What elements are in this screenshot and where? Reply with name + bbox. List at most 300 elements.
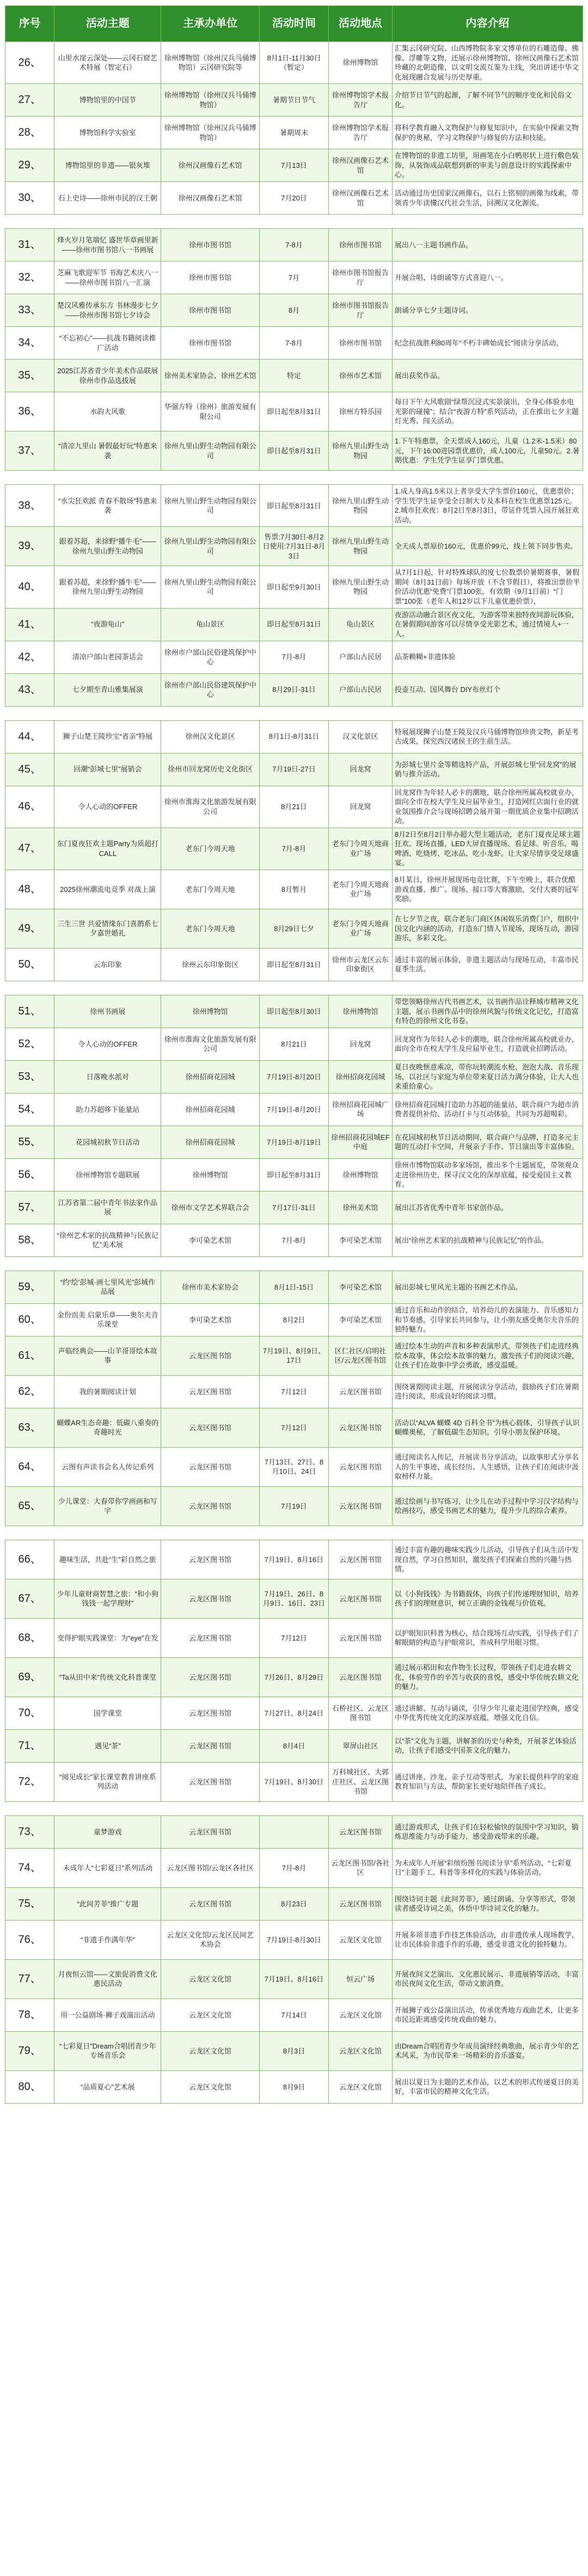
activity-place: 云龙区图书馆: [329, 1815, 393, 1848]
activity-time: [259, 1815, 328, 1848]
organizer: 徐州市回龙窝历史文化街区: [161, 753, 259, 786]
activity-description: 在七夕节之夜，联合老东门商区休闲娱乐消费门户，组织中国文化内涵的活动，打造东门情人节现场，现场互动，游园游乐，多彩文化。: [392, 909, 583, 948]
activity-time: 8月4日: [259, 1729, 328, 1762]
organizer: 徐州汉画像石艺术馆: [161, 149, 259, 182]
activity-time: 7月13日: [259, 149, 328, 182]
activity-time: 暑期周末: [259, 117, 328, 149]
group-separator: [5, 1256, 583, 1271]
organizer: 云龙区图书馆/云龙区各社区: [161, 1848, 259, 1887]
activity-time: 7月12日: [259, 1408, 328, 1447]
organizer: 徐州博物馆: [161, 1158, 259, 1191]
activity-theme: 日落晚水派对: [54, 1060, 161, 1093]
activity-theme: 水韵大风歌: [54, 392, 161, 432]
table-row: [5, 1336, 583, 1375]
activity-description: 品茶赖糊+非遗体验: [392, 641, 583, 673]
activity-theme: 山里水崖云深处——云冈石窟艺术特展（智定石）: [54, 42, 161, 84]
activity-time: 7月14日: [259, 1998, 328, 2031]
activity-time: 8月23日: [259, 1887, 328, 1920]
activity-description: 通过讲座、沙龙、亲子互动等形式，为家长提供科学的家庭教育知识与方法，帮助家长更好地陪伴孩子成长。: [392, 1762, 583, 1801]
activity-description: 通过阅读名人传记，开展读书分享活动，以故事形式分享名人的生平事迹、成长经历、人生感悟，让孩子们在阅读中汲取榜样力量。: [392, 1447, 583, 1486]
activity-place: 云龙区文化馆: [329, 2031, 393, 2070]
activity-place: 徐州招商花园城: [329, 1060, 393, 1093]
activity-theme: 东门夏夜狂欢主题Party为质超打CALL: [54, 828, 161, 870]
table-row: [5, 1579, 583, 1618]
activity-place: 云龙区图书馆: [329, 1618, 393, 1657]
activity-place: 云龙区图书馆: [329, 1579, 393, 1618]
activity-theme: 博物馆科学实验室: [54, 117, 161, 149]
activity-place: 徐州市图书馆报告厅: [329, 294, 393, 327]
table-row: [5, 42, 583, 84]
row-number: 47、: [5, 828, 54, 870]
row-number: 63、: [5, 1408, 54, 1447]
activity-place: 徐州博物馆: [329, 1158, 393, 1191]
activity-place: 云龙区图书馆: [329, 1887, 393, 1920]
activity-place: 云龙区图书馆: [329, 1447, 393, 1486]
activity-time: 7月19日、8月16日: [259, 1959, 328, 1998]
row-number: 33、: [5, 294, 54, 327]
table-row: [5, 432, 583, 471]
organizer: 云龙区图书馆: [161, 1887, 259, 1920]
activity-time: 即日起至8月31日: [259, 392, 328, 432]
activity-description: 活动通过历史国家汉画像石，以石上铭刻的画像为线索，带领青少年读懂汉代社会生活，回溯汉文化源流。: [392, 182, 583, 215]
organizer: 徐州市户部山民俗建筑保护中心: [161, 641, 259, 673]
activity-description: 带您领略徐州古代书画艺术，以书画作品诠释城市精神文化主题，展示书画作品中的徐州风貌与传统文化记忆，打造富有特色的徐州文化书卷。: [392, 995, 583, 1028]
activity-theme: 跟着苏超，来徐野“播牛毛”——徐州九里山野生动物园: [54, 527, 161, 566]
activity-place: 云龙区图书馆: [329, 1657, 393, 1697]
activity-description: 围绕暑期阅读主题，开展阅读分享活动，鼓励孩子们在暑期进行阅读，形成良好的阅读习惯。: [392, 1375, 583, 1408]
table-row: [5, 673, 583, 706]
activity-place: 李可染艺术馆: [329, 1271, 393, 1303]
organizer: 徐州市图书馆: [161, 294, 259, 327]
organizer: 徐州汉文化景区: [161, 720, 259, 753]
activity-description: 徐州市博物馆联动多家场馆，推出多个主题展览，带领观众走进徐州历史，探寻汉文化的深厚底蕴，接受爱国主义教育。: [392, 1158, 583, 1191]
activity-time: 7月19日-8月19日: [259, 1126, 328, 1158]
activity-place: 云龙区图书馆/各社区: [329, 1848, 393, 1887]
table-row: [5, 1618, 583, 1657]
activity-theme: 石上史诗——徐州市民的汉王朝: [54, 182, 161, 215]
activity-description: 展出获奖作品。: [392, 360, 583, 392]
activity-time: 7月-8月: [259, 1848, 328, 1887]
row-number: 56、: [5, 1158, 54, 1191]
activity-description: 每日下午大风歌剧“绿帮沉浸式实景演出，全身心体验水电光影的碰撞”；结合“夜游方特”系列活动，正在推出七夕主题灯光秀、闯关活动。: [392, 392, 583, 432]
activity-time: 8月3日: [259, 2031, 328, 2070]
activity-time: 7-8月: [259, 327, 328, 360]
activity-description: 以护眼知识科普为核心，结合现场互动实践，引导孩子们了解眼睛的构造与护眼常识，养成科学用眼习惯。: [392, 1618, 583, 1657]
row-number: 38、: [5, 485, 54, 527]
row-number: 26、: [5, 42, 54, 84]
activity-time: 即日起至8月31日: [259, 608, 328, 641]
organizer: 徐州市淮海文化旅游发展有限公司: [161, 786, 259, 828]
activity-description: 开展狮子戏公益演出活动，传承优秀地方戏曲艺术，让更多市民近距离感受传统戏曲的魅力。: [392, 1998, 583, 2031]
row-number: 72、: [5, 1762, 54, 1801]
table-row: [5, 1191, 583, 1224]
group-separator: [5, 215, 583, 229]
group-separator: [5, 706, 583, 720]
activity-time: 即日起至9月30日: [259, 566, 328, 608]
activity-description: 开展多项非遗手作技艺体验活动，由非遗传承人现场教学，让市民体验非遗手作的乐趣，感受非遗文化的独特魅力。: [392, 1920, 583, 1959]
table-row: [5, 294, 583, 327]
activity-description: 投壶互动、国风舞台 DIY布丝灯个: [392, 673, 583, 706]
activity-time: 8月1日-8月31日: [259, 720, 328, 753]
activity-description: 活动以“ALVA 蝴蝶 4D 百科全书”为核心载体，引导孩子认识蝴蝶奥秘，了解低碳生态知识。引导小朋友保护环境。: [392, 1408, 583, 1447]
table-row: [5, 948, 583, 981]
organizer: 云龙区文化馆: [161, 2070, 259, 2103]
activity-place: 云龙区文化馆: [329, 1920, 393, 1959]
activity-time: 7月19日: [259, 1486, 328, 1526]
activity-description: 通过丰富的展示体验，非遗主题活动与现场互动，丰富市民夏季生活。: [392, 948, 583, 981]
activity-time: 7月26日、8月29日: [259, 1657, 328, 1697]
table-row: [5, 753, 583, 786]
activity-theme: 跟着苏超，来徐野“播牛毛”——徐州九里山野生动物园: [54, 566, 161, 608]
activity-place: 回龙窝: [329, 753, 393, 786]
activity-place: 云龙区文化馆: [329, 1998, 393, 2031]
organizer: 徐州市图书馆: [161, 229, 259, 262]
activity-time: 即日起至8月31日: [259, 1158, 328, 1191]
activity-place: 徐州九里山野生动物园: [329, 566, 393, 608]
table-row: [5, 1848, 583, 1887]
row-number: 39、: [5, 527, 54, 566]
activity-place: 徐州方特乐园: [329, 392, 393, 432]
activity-description: 介绍节日节气的起源，了解不同节气的顺序变化和民俗文化。: [392, 84, 583, 117]
activity-place: 龟山景区: [329, 608, 393, 641]
organizer: 云龙区图书馆: [161, 1540, 259, 1579]
organizer: 云龙区图书馆: [161, 1336, 259, 1375]
activity-description: 以《小狗钱钱》为书籍载体，向孩子们传递理财知识，培养孩子们的理财意识，树立正确的金钱观与价值观。: [392, 1579, 583, 1618]
table-row: [5, 527, 583, 566]
activity-time: 7月12日: [259, 1375, 328, 1408]
activity-place: 徐州招商花园城EF中庭: [329, 1126, 393, 1158]
activity-description: 8月2日至8月2日举办超大型主题活动，老东门夏夜足球主题狂欢、现场直播，LED大屏直播现场、看足球、听音乐、喝啤酒、吃烧烤、吃冰品、吃小龙虾。让大家尽情享受足球盛宴。: [392, 828, 583, 870]
organizer: 徐州博物馆（徐州汉兵马俑博物馆）: [161, 117, 259, 149]
table-row: [5, 1998, 583, 2031]
organizer: 徐州美术家协会、徐州艺术馆: [161, 360, 259, 392]
table-row: [5, 1657, 583, 1697]
activity-time: 7月19日-27日: [259, 753, 328, 786]
activity-time: 7月-8月: [259, 828, 328, 870]
activity-time: 7月-8月: [259, 1224, 328, 1256]
activity-theme: 徐州书画展: [54, 995, 161, 1028]
table-row: [5, 786, 583, 828]
activity-time: 7月19日-8月20日: [259, 1060, 328, 1093]
organizer: 云龙区图书馆: [161, 1447, 259, 1486]
row-number: 80、: [5, 2070, 54, 2103]
activity-place: 徐州博物馆学术报告厅: [329, 84, 393, 117]
row-number: 36、: [5, 392, 54, 432]
organizer: 云龙区图书馆: [161, 1697, 259, 1729]
activity-place: 云龙区图书馆: [329, 1486, 393, 1526]
activity-theme: 芝麻飞歌迎军节 书海艺术庆八一——徐州市图书馆八一汇演: [54, 262, 161, 294]
activity-place: 石桥社区、云龙区图书馆: [329, 1697, 393, 1729]
activity-theme: 童梦游戏: [54, 1815, 161, 1848]
row-number: 35、: [5, 360, 54, 392]
activity-theme: “约‘绘’彭城·画七里风光”彭城作品展: [54, 1271, 161, 1303]
table-row: [5, 909, 583, 948]
activity-theme: 月夜恒云馆——文旅促消费文化惠民活动: [54, 1959, 161, 1998]
table-row: [5, 360, 583, 392]
table-row: [5, 720, 583, 753]
table-row: [5, 1060, 583, 1093]
organizer: 云龙区图书馆: [161, 1815, 259, 1848]
activity-place: 云龙区文化馆: [329, 2070, 393, 2103]
activity-description: 将科学教育融入文物保护与修复知识中，在实验中探索文物保护的奥秘，学习文物保护与修复的方法和技能。: [392, 117, 583, 149]
organizer: 徐州博物馆（徐州汉兵马俑博物馆）: [161, 84, 259, 117]
activity-time: 售票:7月30日-8月2日使用:7月31日-8月3日: [259, 527, 328, 566]
row-number: 48、: [5, 870, 54, 909]
row-number: 66、: [5, 1540, 54, 1579]
activity-theme: 徐州博物馆专题联展: [54, 1158, 161, 1191]
activity-place: 徐州汉画像石艺术馆: [329, 149, 393, 182]
activity-theme: “阅见成长”家长课堂教育讲座系列活动: [54, 1762, 161, 1801]
organizer: 云龙区图书馆: [161, 1408, 259, 1447]
activity-description: 通过丰富有趣的趣味实践少儿活动，引导孩子们从生活中发现自然，学习自然知识，激发孩子们探索自然的兴趣与热情。: [392, 1540, 583, 1579]
activity-theme: “七彩夏日”Dream合唱团青少年专场音乐会: [54, 2031, 161, 2070]
activity-place: 李可染艺术馆: [329, 1303, 393, 1336]
activity-theme: 博物馆里的非遗——银灰堆: [54, 149, 161, 182]
organizer: 徐州市图书馆: [161, 327, 259, 360]
organizer: 云龙区图书馆: [161, 1579, 259, 1618]
activity-time: 7月19日、8月30日: [259, 1762, 328, 1801]
organizer: 云龙区文化馆: [161, 2031, 259, 2070]
activity-description: 1.下午特惠票，全天票成人160元，儿童（1.2米-1.5米）80元，下午16:00进园票优惠价，成人100元，儿童50元。2.暑期优惠：学生凭学生证享门票优惠。: [392, 432, 583, 471]
row-number: 79、: [5, 2031, 54, 2070]
activity-time: 8月21日: [259, 1028, 328, 1060]
table-row: [5, 641, 583, 673]
row-number: 30、: [5, 182, 54, 215]
activity-theme: 回潮“彭城七里”展销会: [54, 753, 161, 786]
organizer: 徐州市图书馆: [161, 262, 259, 294]
activity-place: 户部山古民居: [329, 673, 393, 706]
row-number: 67、: [5, 1579, 54, 1618]
table-row: [5, 566, 583, 608]
activity-table-page: [5, 0, 583, 2104]
organizer: 徐州云东印象街区: [161, 948, 259, 981]
table-row: [5, 995, 583, 1028]
activity-time: 7月: [259, 262, 328, 294]
table-row: [5, 1303, 583, 1336]
organizer: 徐州九里山野生动物园有限公司: [161, 485, 259, 527]
header-description: 内容介绍: [392, 6, 583, 42]
activity-place: 云龙区图书馆: [329, 1540, 393, 1579]
table-row: [5, 1028, 583, 1060]
activity-time: 8月1日-15日: [259, 1271, 328, 1303]
activity-time: 8月1日-11月30日（暂定）: [259, 42, 328, 84]
table-row: [5, 2070, 583, 2103]
row-number: 55、: [5, 1126, 54, 1158]
activity-place: 徐州九里山野生动物园: [329, 527, 393, 566]
organizer: 徐州市文学艺术界联合会: [161, 1191, 259, 1224]
activity-place: 徐州招商花园城广场: [329, 1093, 393, 1126]
activity-place: 徐州市艺术馆: [329, 360, 393, 392]
table-row: [5, 1447, 583, 1486]
organizer: 云龙区图书馆: [161, 1375, 259, 1408]
row-number: 50、: [5, 948, 54, 981]
row-number: 41、: [5, 608, 54, 641]
organizer: 徐州市户部山民俗建筑保护中心: [161, 673, 259, 706]
row-number: 31、: [5, 229, 54, 262]
row-number: 64、: [5, 1447, 54, 1486]
activity-time: 即日起至8月30日: [259, 995, 328, 1028]
activity-time: 7月19日、8月16日: [259, 1540, 328, 1579]
activity-place: 徐州市图书馆报告厅: [329, 262, 393, 294]
row-number: 62、: [5, 1375, 54, 1408]
organizer: 徐州博物馆: [161, 995, 259, 1028]
header-time: 活动时间: [259, 6, 328, 42]
table-row: [5, 392, 583, 432]
organizer: 徐州九里山野生动物园有限公司: [161, 566, 259, 608]
activity-place: 徐州九里山野生动物园: [329, 485, 393, 527]
activity-time: 7月19日-8月20日: [259, 1093, 328, 1126]
organizer: 徐州市美术家协会: [161, 1271, 259, 1303]
activity-place: 区仁社区/启明社区/云龙区图书馆: [329, 1336, 393, 1375]
organizer: 龟山景区: [161, 608, 259, 641]
row-number: 34、: [5, 327, 54, 360]
activity-time: 8月21日: [259, 786, 328, 828]
activity-time: 7月19日-8月30日: [259, 1920, 328, 1959]
activity-description: 通过游戏形式，让孩子们在轻松愉快的氛围中学习知识，锻炼思维能力与动手能力，感受游戏带来的乐趣。: [392, 1815, 583, 1848]
table-row: [5, 1408, 583, 1447]
row-number: 59、: [5, 1271, 54, 1303]
activity-description: 纪念抗战胜利80周年“不朽丰碑始成长”阅读分享活动。: [392, 327, 583, 360]
organizer: 李可染艺术馆: [161, 1224, 259, 1256]
table-row: [5, 1815, 583, 1848]
row-number: 57、: [5, 1191, 54, 1224]
activity-theme: 少年儿童财商智慧之旅：“和小狗钱钱一起学理财”: [54, 1579, 161, 1618]
table-row: [5, 1271, 583, 1303]
activity-time: 特定: [259, 360, 328, 392]
organizer: 徐州九里山野生动物园有限公司: [161, 432, 259, 471]
row-number: 29、: [5, 149, 54, 182]
activity-description: 展出以夏日为主题的艺术作品，以艺术的形式传递夏日的美好，丰富市民的精神文化生活。: [392, 2070, 583, 2103]
row-number: 75、: [5, 1887, 54, 1920]
row-number: 43、: [5, 673, 54, 706]
table-row: [5, 1920, 583, 1959]
activity-theme: “不忘初心”——抗战书籍阅读推广活动: [54, 327, 161, 360]
organizer: 徐州招商花园城: [161, 1093, 259, 1126]
row-number: 53、: [5, 1060, 54, 1093]
activity-description: 围绕诗词主题《此间芳菲》，通过朗诵、分享等形式，带领读者感受诗词之美，体悟中华诗词文化的魅力。: [392, 1887, 583, 1920]
row-number: 71、: [5, 1729, 54, 1762]
row-number: 61、: [5, 1336, 54, 1375]
row-number: 49、: [5, 909, 54, 948]
table-row: [5, 1224, 583, 1256]
activity-place: 老东门今周天地商业广场: [329, 909, 393, 948]
organizer: 华强方特（徐州）旅游发展有限公司: [161, 392, 259, 432]
activity-theme: 国学课堂: [54, 1697, 161, 1729]
table-row: [5, 117, 583, 149]
activity-description: 通过绘画与书写练习，让少儿在动手过程中学习汉字结构与绘画技巧，感受书画艺术的魅力，提升少儿的综合素养。: [392, 1486, 583, 1526]
activity-theme: 令人心动的OFFER: [54, 786, 161, 828]
table-header: [5, 6, 583, 42]
activity-place: 李可染艺术馆: [329, 1224, 393, 1256]
table-row: [5, 229, 583, 262]
activity-theme: “清凉九里山 暑假最好玩”特惠来袭: [54, 432, 161, 471]
group-separator: [5, 981, 583, 995]
activity-description: 展出八一主题书画作品。: [392, 229, 583, 262]
row-number: 32、: [5, 262, 54, 294]
table-row: [5, 1486, 583, 1526]
row-number: 27、: [5, 84, 54, 117]
header-organizer: 主承办单位: [161, 6, 259, 42]
activity-time: 7-8月: [259, 229, 328, 262]
organizer: 徐州博物馆（徐州汉兵马俑博物馆）云冈研究院等: [161, 42, 259, 84]
activity-place: 徐州美术馆: [329, 1191, 393, 1224]
activity-time: 即日起至8月31日: [259, 485, 328, 527]
row-number: 40、: [5, 566, 54, 608]
organizer: 云龙区文化馆: [161, 1959, 259, 1998]
organizer: 云龙区图书馆: [161, 1657, 259, 1697]
activity-description: 从7月1日起，针对特殊球队的度七位数票价暑期赛事，暑假期间（8月31日前）每场开放（不含节假日），将推出票价半价活动优惠“免费”门票100张，有效期（9月1日前）“门票”100张（老年人和12岁以下儿童优惠价票），: [392, 566, 583, 608]
organizer: 老东门今周天地: [161, 828, 259, 870]
activity-place: 云龙区图书馆: [329, 1408, 393, 1447]
activity-place: 翠屏山社区: [329, 1729, 393, 1762]
organizer: 云龙区图书馆: [161, 1486, 259, 1526]
activity-theme: “徐州艺术家的抗战精神与民族记忆”美术展: [54, 1224, 161, 1256]
activity-theme: “品质夏心”艺术展: [54, 2070, 161, 2103]
activity-theme: 金份而美 启蒙乐章——奥尔夫音乐课堂: [54, 1303, 161, 1336]
table-row: [5, 1729, 583, 1762]
activity-theme: 令人心动的OFFER: [54, 1028, 161, 1060]
row-number: 52、: [5, 1028, 54, 1060]
activity-place: 回龙窝: [329, 786, 393, 828]
organizer: 徐州招商花园城: [161, 1126, 259, 1158]
activity-time: 8月2日: [259, 1303, 328, 1336]
table-row: [5, 84, 583, 117]
activity-description: 以“茶”文化为主题，讲解茶的历史与种类，开展茶艺体验活动，让孩子们感受中国茶文化的魅力。: [392, 1729, 583, 1762]
group-separator: [5, 1526, 583, 1540]
activity-theme: 三生三世 共爱情缘东门喜鹊系七夕嘉世婚礼: [54, 909, 161, 948]
activity-time: 7月19日、8月9日、17日: [259, 1336, 328, 1375]
activity-theme: 花园城初秋节日活动: [54, 1126, 161, 1158]
organizer: 徐州汉画像石艺术馆: [161, 182, 259, 215]
row-number: 76、: [5, 1920, 54, 1959]
activity-time: 8月29日七夕: [259, 909, 328, 948]
table-row: [5, 870, 583, 909]
table-row: [5, 1540, 583, 1579]
activity-description: 为未成年人开展“彩缤纷图书阅读分享”系列活动、“七彩夏日”主题手工、科普等多样化的实践与体验活动。: [392, 1848, 583, 1887]
activity-time: 暑期节日节气: [259, 84, 328, 117]
activity-description: 通过音乐和动作的结合，培养幼儿的表演能力、音乐感知力和节奏感，引导家长共同参与，让小朋友感受奥尔夫音乐的独特魅力。: [392, 1303, 583, 1336]
activity-description: 通过讲解、互动与诵读，引导少年儿童走进国学经典，感受中华优秀传统文化的深厚底蕴，增强文化自信。: [392, 1697, 583, 1729]
activity-place: 云龙区图书馆: [329, 1375, 393, 1408]
activity-table: [5, 5, 583, 2104]
row-number: 28、: [5, 117, 54, 149]
activity-theme: 清凉户部山老园茶话会: [54, 641, 161, 673]
table-row: [5, 1375, 583, 1408]
activity-theme: 遇见“茶”: [54, 1729, 161, 1762]
activity-description: 朗诵分享七夕主题诗词。: [392, 294, 583, 327]
row-number: 44、: [5, 720, 54, 753]
row-number: 69、: [5, 1657, 54, 1697]
activity-description: 在博物馆的非遗工坊里，用画笔在小白鸭形状上进行敷色装饰，从装饰成品联想到新的审美与创意设计的实践探索中心。: [392, 149, 583, 182]
organizer: 徐州九里山野生动物园有限公司: [161, 527, 259, 566]
activity-theme: “此间芳菲”推广专题: [54, 1887, 161, 1920]
activity-theme: 江苏省第二届中青年书法家作品展: [54, 1191, 161, 1224]
row-number: 60、: [5, 1303, 54, 1336]
table-row: [5, 149, 583, 182]
activity-place: 户部山古民居: [329, 641, 393, 673]
activity-theme: 狮子山楚王陵珍宝“省亲”特展: [54, 720, 161, 753]
activity-time: 7月17日-31日: [259, 1191, 328, 1224]
table-row: [5, 1126, 583, 1158]
activity-description: 汇集云冈研究院、山西博物院多家文博单位的石雕造像、佛像、浮雕等文物，还展示徐州博物馆、徐州汉画像石艺术馆珍藏的北朝造像，以文明交流互鉴为主线，突出讲述中华文化展现融合发展与历史厚重。: [392, 42, 583, 84]
activity-theme: 烽火岁月笔端忆 盛世华章画里新——徐州市图书馆八一书画展: [54, 229, 161, 262]
table-row: [5, 182, 583, 215]
activity-place: 回龙窝: [329, 1028, 393, 1060]
activity-description: 特展展现狮子山楚王陵及汉兵马俑博物馆珍贵文物，新星考古成果，探究西汉诸侯王的生前生活。: [392, 720, 583, 753]
activity-theme: 2025徐州潮流电竞季 对战上演: [54, 870, 161, 909]
organizer: 云龙区文化馆: [161, 1998, 259, 2031]
organizer: 李可染艺术馆: [161, 1303, 259, 1336]
